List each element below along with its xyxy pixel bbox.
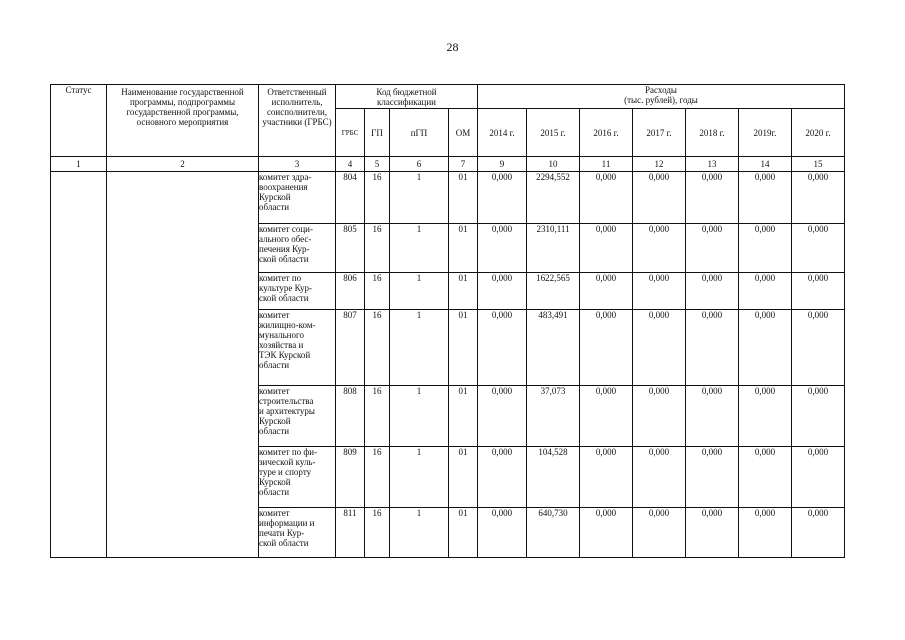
expense-value-cell: 0,000 xyxy=(739,172,792,224)
expense-value-cell: 0,000 xyxy=(478,508,527,558)
grbs-cell: 809 xyxy=(336,447,365,508)
expense-value-cell: 0,000 xyxy=(686,224,739,273)
column-number: 13 xyxy=(686,157,739,172)
grbs-cell: 804 xyxy=(336,172,365,224)
gp-cell: 16 xyxy=(365,386,390,447)
header-grbs: ГРБС xyxy=(336,109,365,157)
expense-value-cell: 0,000 xyxy=(686,386,739,447)
expense-value-cell: 1622,565 xyxy=(527,273,580,310)
pgp-cell: 1 xyxy=(390,386,449,447)
expense-value-cell: 0,000 xyxy=(792,386,845,447)
expense-value-cell: 0,000 xyxy=(580,224,633,273)
header-year-2016: 2016 г. xyxy=(580,109,633,157)
header-budget-code: Код бюджетной классификации xyxy=(336,85,478,109)
column-number-row xyxy=(51,157,845,172)
header-om: ОМ xyxy=(449,109,478,157)
page-number: 28 xyxy=(446,40,459,54)
column-number: 4 xyxy=(336,157,365,172)
expense-value-cell: 0,000 xyxy=(633,310,686,386)
expense-value-cell: 0,000 xyxy=(580,273,633,310)
expense-value-cell: 2310,111 xyxy=(527,224,580,273)
responsible-executor-cell: комитет по фи- зической куль- туре и спорту Курской области xyxy=(259,447,336,508)
expense-value-cell: 0,000 xyxy=(739,310,792,386)
header-year-2015: 2015 г. xyxy=(527,109,580,157)
header-year-2017: 2017 г. xyxy=(633,109,686,157)
gp-cell: 16 xyxy=(365,172,390,224)
responsible-executor-cell: комитет по культуре Кур- ской области xyxy=(259,273,336,310)
expense-value-cell: 0,000 xyxy=(580,386,633,447)
column-number: 1 xyxy=(51,157,107,172)
gp-cell: 16 xyxy=(365,508,390,558)
expense-value-cell: 0,000 xyxy=(633,386,686,447)
pgp-cell: 1 xyxy=(390,172,449,224)
pgp-cell: 1 xyxy=(390,273,449,310)
expense-value-cell: 0,000 xyxy=(580,172,633,224)
header-year-2020: 2020 г. xyxy=(792,109,845,157)
grbs-cell: 805 xyxy=(336,224,365,273)
expense-value-cell: 0,000 xyxy=(739,273,792,310)
expense-value-cell: 0,000 xyxy=(478,447,527,508)
om-cell: 01 xyxy=(449,386,478,447)
responsible-executor-cell: комитет жилищно-ком- мунального хозяйства и ТЭК Курской области xyxy=(259,310,336,386)
header-gp: ГП xyxy=(365,109,390,157)
header-pgp: пГП xyxy=(390,109,449,157)
om-cell: 01 xyxy=(449,508,478,558)
expense-value-cell: 0,000 xyxy=(739,447,792,508)
program-name-cell xyxy=(107,172,259,558)
expense-value-cell: 0,000 xyxy=(478,386,527,447)
expense-value-cell: 0,000 xyxy=(739,386,792,447)
column-number: 15 xyxy=(792,157,845,172)
expense-value-cell: 0,000 xyxy=(580,508,633,558)
expense-value-cell: 0,000 xyxy=(633,447,686,508)
om-cell: 01 xyxy=(449,447,478,508)
header-program-name: Наименование государственной программы, подпрограммы государственной программы, основного мероприятия xyxy=(107,85,259,157)
gp-cell: 16 xyxy=(365,224,390,273)
expense-value-cell: 0,000 xyxy=(686,508,739,558)
expense-value-cell: 0,000 xyxy=(792,172,845,224)
expense-value-cell: 0,000 xyxy=(792,224,845,273)
responsible-executor-cell: комитет строительства и архитектуры Курской области xyxy=(259,386,336,447)
expense-value-cell: 0,000 xyxy=(478,273,527,310)
header-expenses: Расходы (тыс. рублей), годы xyxy=(478,85,845,109)
om-cell: 01 xyxy=(449,172,478,224)
header-year-2019: 2019г. xyxy=(739,109,792,157)
expense-value-cell: 0,000 xyxy=(792,447,845,508)
pgp-cell: 1 xyxy=(390,508,449,558)
header-status: Статус xyxy=(51,85,107,157)
column-number: 14 xyxy=(739,157,792,172)
column-number: 6 xyxy=(390,157,449,172)
expense-value-cell: 0,000 xyxy=(580,310,633,386)
expense-value-cell: 0,000 xyxy=(478,310,527,386)
expense-value-cell: 0,000 xyxy=(633,273,686,310)
expense-value-cell: 0,000 xyxy=(792,508,845,558)
expense-value-cell: 640,730 xyxy=(527,508,580,558)
responsible-executor-cell: комитет информации и печати Кур- ской области xyxy=(259,508,336,558)
column-number: 5 xyxy=(365,157,390,172)
expense-value-cell: 0,000 xyxy=(478,224,527,273)
grbs-cell: 808 xyxy=(336,386,365,447)
gp-cell: 16 xyxy=(365,273,390,310)
expense-value-cell: 0,000 xyxy=(633,172,686,224)
expense-value-cell: 0,000 xyxy=(792,273,845,310)
table-row xyxy=(51,172,845,224)
om-cell: 01 xyxy=(449,310,478,386)
grbs-cell: 806 xyxy=(336,273,365,310)
expense-value-cell: 0,000 xyxy=(686,447,739,508)
responsible-executor-cell: комитет здра- воохранения Курской области xyxy=(259,172,336,224)
grbs-cell: 807 xyxy=(336,310,365,386)
column-number: 10 xyxy=(527,157,580,172)
column-number: 7 xyxy=(449,157,478,172)
expense-value-cell: 0,000 xyxy=(686,310,739,386)
responsible-executor-cell: комитет соци- ального обес- печения Кур- ской области xyxy=(259,224,336,273)
budget-table xyxy=(50,84,845,558)
column-number: 9 xyxy=(478,157,527,172)
expense-value-cell: 0,000 xyxy=(739,224,792,273)
expense-value-cell: 0,000 xyxy=(633,224,686,273)
expense-value-cell: 0,000 xyxy=(686,172,739,224)
column-number: 11 xyxy=(580,157,633,172)
expense-value-cell: 0,000 xyxy=(792,310,845,386)
expense-value-cell: 2294,552 xyxy=(527,172,580,224)
pgp-cell: 1 xyxy=(390,224,449,273)
expense-value-cell: 0,000 xyxy=(633,508,686,558)
header-year-2018: 2018 г. xyxy=(686,109,739,157)
om-cell: 01 xyxy=(449,273,478,310)
expense-value-cell: 0,000 xyxy=(580,447,633,508)
expense-value-cell: 0,000 xyxy=(686,273,739,310)
expense-value-cell: 0,000 xyxy=(478,172,527,224)
expense-value-cell: 483,491 xyxy=(527,310,580,386)
expense-value-cell: 37,073 xyxy=(527,386,580,447)
column-number: 3 xyxy=(259,157,336,172)
column-number: 12 xyxy=(633,157,686,172)
pgp-cell: 1 xyxy=(390,447,449,508)
gp-cell: 16 xyxy=(365,447,390,508)
header-year-2014: 2014 г. xyxy=(478,109,527,157)
gp-cell: 16 xyxy=(365,310,390,386)
om-cell: 01 xyxy=(449,224,478,273)
expense-value-cell: 104,528 xyxy=(527,447,580,508)
header-responsible: Ответственный исполнитель, соисполнители, участники (ГРБС) xyxy=(259,85,336,157)
status-cell xyxy=(51,172,107,558)
expense-value-cell: 0,000 xyxy=(739,508,792,558)
grbs-cell: 811 xyxy=(336,508,365,558)
column-number: 2 xyxy=(107,157,259,172)
pgp-cell: 1 xyxy=(390,310,449,386)
